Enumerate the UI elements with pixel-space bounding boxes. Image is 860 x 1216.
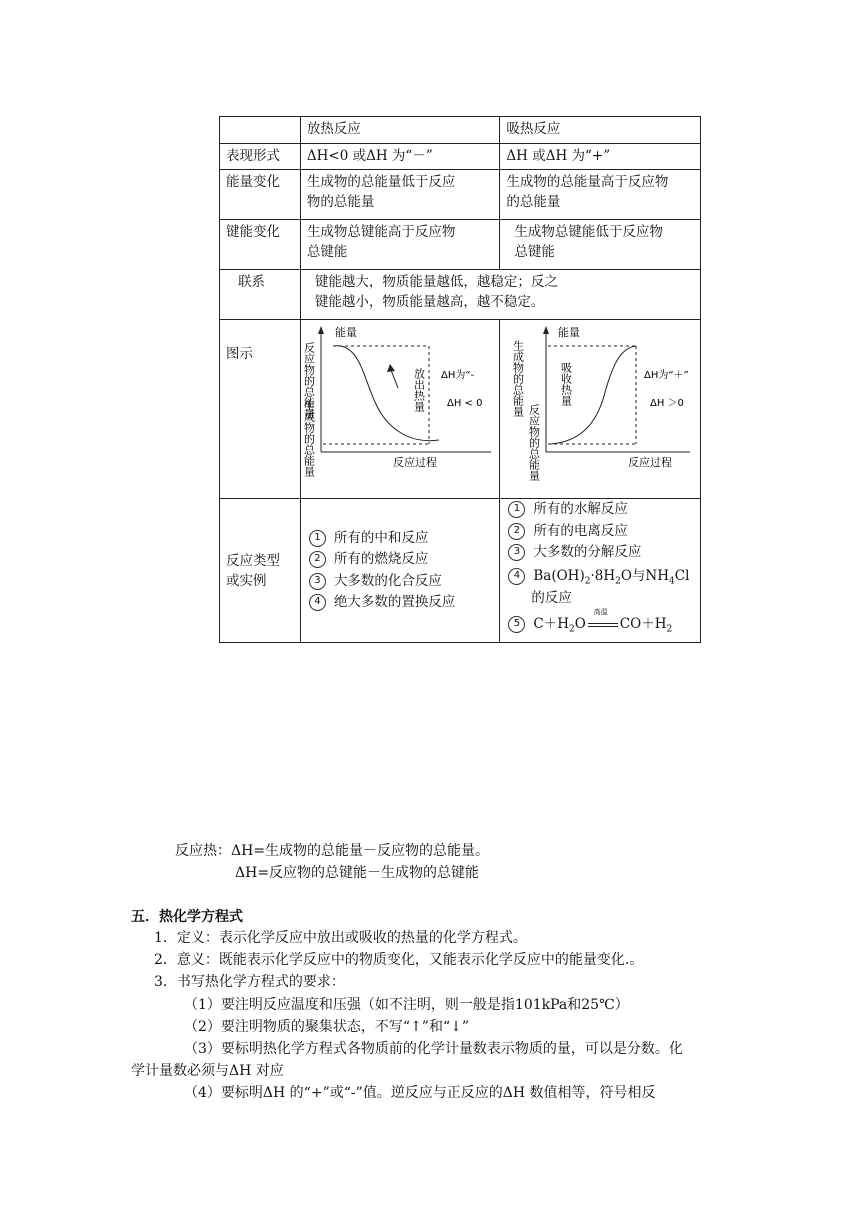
exo-release-arrow — [391, 370, 398, 388]
endo-examples-list — [508, 499, 696, 635]
table-row — [220, 220, 701, 270]
circled-number: 1 — [508, 501, 525, 518]
exo-energy-change — [300, 170, 499, 220]
circled-number: 3 — [309, 573, 326, 590]
exo-examples-list — [309, 528, 493, 614]
exo-diagram-cell — [300, 320, 499, 499]
header-empty-cell — [220, 117, 301, 144]
endo-energy-line2: 的总能量 — [506, 194, 561, 210]
circled-number: 2 — [309, 551, 326, 568]
comparison-table — [219, 116, 701, 643]
endo-energy-line1: 生成物的总能量高于反应物 — [506, 174, 669, 190]
link-cell — [300, 270, 700, 320]
table-row — [220, 144, 701, 170]
row-label-examples — [220, 499, 301, 643]
table-row — [220, 499, 701, 643]
endo-diagram-cell — [500, 320, 701, 499]
section-title: 五．热化学方程式 — [131, 909, 243, 925]
list-item — [508, 609, 696, 635]
exo-bond-line2: 总键能 — [306, 244, 348, 260]
circled-number: 2 — [508, 523, 525, 540]
reaction-heat-line1: 反应热：ΔH=生成物的总能量－反应物的总能量。 — [175, 843, 490, 859]
endo-bottom-label: 反应物的总能量 — [527, 404, 541, 481]
table-row — [220, 320, 701, 499]
endo-x-axis-label: 反应过程 — [628, 456, 673, 469]
exo-top-label: 反应物的总能量 — [302, 342, 316, 419]
reaction-heat-line2: ΔH=反应物的总键能－生成物的总键能 — [235, 865, 480, 881]
row-label-link: 联系 — [220, 270, 301, 320]
item-definition: 1．定义：表示化学反应中放出或吸收的热量的化学方程式。 — [154, 930, 527, 946]
endo-energy-change — [500, 170, 701, 220]
row-label-bond: 键能变化 — [220, 220, 301, 270]
exo-example-text: 大多数的化合反应 — [333, 572, 442, 589]
link-line1: 键能越大，物质能量越低，越稳定；反之 — [314, 274, 558, 290]
exo-dh-value: ΔH < 0 — [446, 398, 483, 409]
link-line2: 键能越小，物质能量越高，越不稳定。 — [314, 294, 545, 310]
list-item — [508, 588, 696, 610]
list-item — [508, 564, 696, 588]
list-item — [508, 521, 696, 543]
endo-examples-cell — [500, 499, 701, 643]
endo-dh-value: ΔH ＞0 — [650, 398, 685, 409]
endo-heat-label: 吸收热量 — [559, 362, 573, 406]
requirement-1: （1）要注明反应温度和压强（如不注明，则一般是指101kPa和25℃） — [184, 997, 629, 1013]
endo-example-formula: $Ba(OH)_2\cdot 8H_2O$与$NH_4Cl$ — [533, 567, 690, 587]
item-meaning: 2．意义：既能表示化学反应中的物质变化，又能表示化学反应中的能量变化.。 — [154, 952, 644, 968]
endo-bond-line1: 生成物总键能低于反应物 — [514, 224, 663, 240]
circled-number: 3 — [508, 544, 525, 561]
circled-number: 5 — [508, 616, 525, 633]
exo-expression: ΔH<0 或ΔH 为“－” — [300, 144, 499, 170]
endo-y-arrow — [543, 326, 549, 334]
requirement-4: （4）要标明ΔH 的“+”或“-”值。逆反应与正反应的ΔH 数值相等，符号相反 — [184, 1085, 656, 1101]
examples-label-line1: 反应类型 — [226, 552, 280, 569]
equilibrium-sign: 高温 — [586, 618, 620, 632]
endo-example-text: 大多数的分解反应 — [533, 544, 642, 560]
endo-dh-sign: ΔH为“＋” — [644, 370, 690, 381]
row-label-expression: 表现形式 — [220, 144, 301, 170]
exo-bond-line1: 生成物总键能高于反应物 — [306, 224, 456, 240]
endo-top-label: 生成物的总能量 — [511, 340, 525, 417]
requirement-3-line2: 学计量数必须与ΔH 对应 — [131, 1063, 284, 1079]
list-item — [309, 528, 493, 550]
exo-example-text: 所有的燃烧反应 — [333, 551, 429, 567]
exo-examples-cell — [300, 499, 499, 643]
circled-number: 4 — [508, 568, 525, 585]
endo-example-equation: $C+H_2O$ 高温 $CO+H_2$ — [533, 607, 673, 635]
list-item — [508, 542, 696, 564]
requirement-3-line1: （3）要标明热化学方程式各物质前的化学计量数表示物质的量，可以是分数。化 — [184, 1041, 683, 1057]
exo-energy-line1: 生成物的总能量低于反应 — [306, 174, 456, 190]
circled-number: 1 — [309, 530, 326, 547]
exo-bottom-label: 生成物的总能量 — [302, 400, 316, 477]
exo-x-axis-label: 反应过程 — [392, 456, 437, 469]
row-label-diagram: 图示 — [220, 320, 301, 499]
table-header-row — [220, 117, 701, 144]
list-item — [309, 571, 493, 593]
exo-dh-sign: ΔH为“- — [440, 370, 475, 381]
endo-example-text: 所有的水解反应 — [533, 501, 628, 517]
exo-y-arrow — [318, 326, 324, 334]
endo-expression: ΔH 或ΔH 为“+” — [500, 144, 701, 170]
endo-example-continuation: 的反应 — [531, 589, 572, 606]
table-row — [220, 170, 701, 220]
endo-example-text: 所有的电离反应 — [533, 522, 628, 539]
circled-number: 4 — [309, 594, 326, 611]
item-requirements: 3．书写热化学方程式的要求： — [154, 974, 345, 990]
endo-energy-diagram — [500, 320, 705, 492]
endo-y-axis-label: 能量 — [558, 326, 581, 339]
requirement-2: （2）要注明物质的聚集状态，不写“↑”和“↓” — [184, 1019, 469, 1035]
exo-example-text: 所有的中和反应 — [333, 529, 429, 546]
list-item — [309, 549, 493, 571]
list-item — [508, 499, 696, 521]
table-row — [220, 270, 701, 320]
row-label-energy: 能量变化 — [220, 170, 301, 220]
endo-bond-line2: 总键能 — [514, 244, 555, 260]
exo-heat-label: 放出热量 — [412, 368, 426, 412]
header-endothermic: 吸热反应 — [500, 117, 701, 144]
endo-bond-change — [500, 220, 701, 270]
list-item — [309, 592, 493, 614]
exo-example-text: 绝大多数的置换反应 — [333, 594, 456, 610]
examples-label-line2: 或实例 — [226, 572, 267, 589]
header-exothermic: 放热反应 — [300, 117, 499, 144]
exo-bond-change — [300, 220, 499, 270]
exo-release-arrowhead — [387, 364, 395, 372]
exo-y-axis-label: 能量 — [334, 326, 357, 339]
exo-energy-diagram — [301, 320, 494, 492]
exo-energy-line2: 物的总能量 — [306, 194, 375, 210]
